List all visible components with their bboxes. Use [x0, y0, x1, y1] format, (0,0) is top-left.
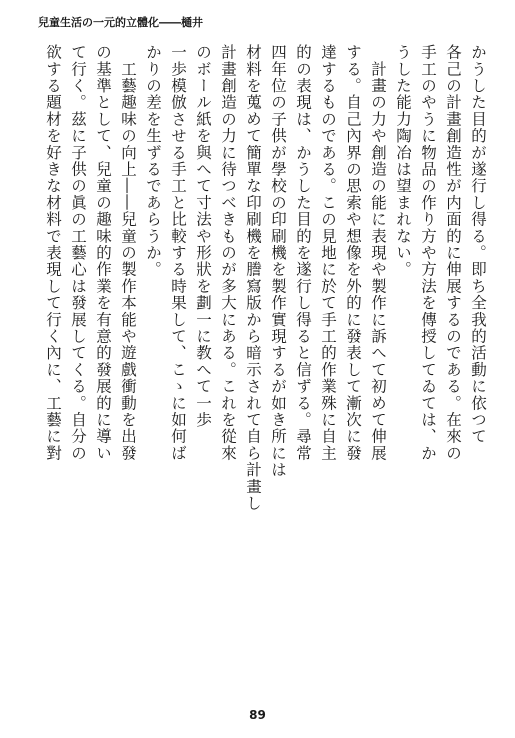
page-number: 89	[249, 708, 266, 722]
text-column: の基準として、兒童の趣味的作業を有意的發展的に導い	[94, 44, 112, 462]
text-column: 一歩模倣させる手工と比較する時果して、こゝに如何ば	[169, 44, 187, 462]
body-text	[30, 44, 490, 679]
text-column: うした能力陶冶は望まれない。	[394, 44, 412, 278]
text-column: 計畫創造の力に待つべきものが多大にある。これを從來	[219, 44, 237, 462]
text-column: 手工のやうに物品の作り方や方法を傳授してゐては、か	[419, 44, 437, 462]
text-column: のボール紙を與へて寸法や形狀を劃一に教へて一歩	[194, 44, 212, 429]
text-column: 達するものである。この見地に於て手工的作業殊に自主	[319, 44, 337, 462]
text-column: 材料を蒐めて簡單な印刷機を謄寫版から暗示されて自ら計畫し	[244, 44, 262, 512]
text-column: て行く。茲に子供の眞の工藝心は發展してくる。自分の	[69, 44, 87, 462]
text-column: 計畫の力や創造の能に表現や製作に訴へて初めて伸展	[369, 44, 387, 462]
text-column: 四年位の子供が學校の印刷機を製作實現するが如き所には	[269, 44, 287, 479]
text-column: 工藝趣味の向上――兒童の製作本能や遊戲衝動を出發	[119, 44, 137, 462]
text-column: かうした目的が遂行し得る。即ち全我的活動に依つて	[469, 44, 487, 445]
text-column: かりの差を生ずるであらうか。	[144, 44, 162, 278]
text-column: 欲する題材を好きな材料で表現して行く內に、工藝に對	[44, 44, 62, 462]
text-column: する。自己內界の思索や想像を外的に發表して漸次に發	[344, 44, 362, 462]
page-header	[24, 14, 491, 34]
text-column: 的の表現は、かうした目的を遂行し得ると信ずる。尋常	[294, 44, 312, 462]
text-column: 各己の計畫創造性が内面的に伸展するのである。在來の	[444, 44, 462, 462]
running-head: 兒童生活の一元的立體化――樋井	[38, 16, 203, 29]
